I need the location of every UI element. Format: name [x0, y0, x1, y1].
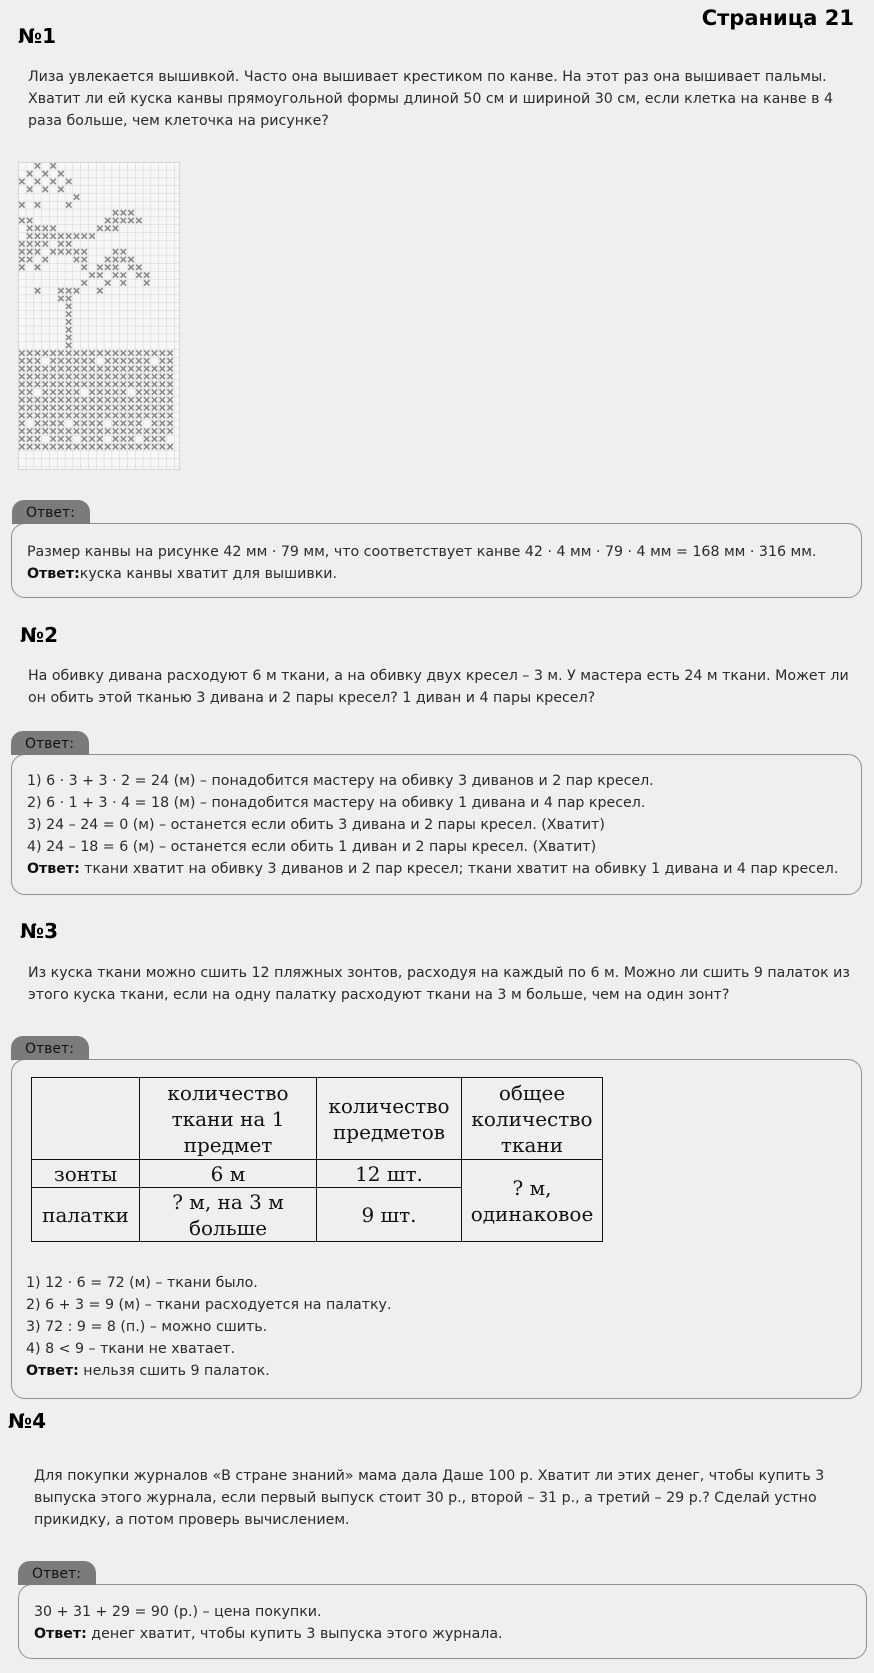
solution-step: 4) 8 < 9 – ткани не хватает. [26, 1341, 236, 1357]
answer-label: Ответ: [26, 1363, 79, 1379]
answer-4-conclusion: денег хватит, чтобы купить 3 выпуска этого журнала. [86, 1626, 503, 1642]
task-4-line: прикидку, а потом проверь вычислением. [34, 1512, 350, 1528]
task-3-text [28, 962, 850, 1006]
answer-tag: Ответ: [18, 1561, 96, 1585]
data-table [31, 1077, 603, 1242]
solution-step: 1) 6 · 3 + 3 · 2 = 24 (м) – понадобится мастеру на обивку 3 диванов и 2 пар кресел. [27, 773, 654, 789]
table-row [32, 1160, 603, 1188]
task-1-line: Хватит ли ей куска канвы прямоугольной формы длиной 50 см и шириной 30 см, если клетка на канве в 4 [28, 91, 834, 107]
task-2-text [28, 665, 849, 709]
task-2-line: он обить этой тканью 3 дивана и 2 пары кресел? 1 диван и 4 пары кресел? [28, 690, 596, 706]
task-2-number: №2 [20, 623, 58, 647]
solution-step: 1) 12 · 6 = 72 (м) – ткани было. [26, 1275, 258, 1291]
answer-box-1 [11, 523, 862, 598]
table-cell: палатки [32, 1188, 140, 1242]
answer-tag: Ответ: [11, 1036, 89, 1060]
table-cell: ? м, на 3 м больше [140, 1188, 317, 1242]
answer-box-4 [18, 1584, 867, 1659]
solution-step: 2) 6 + 3 = 9 (м) – ткани расходуется на палатку. [26, 1297, 392, 1313]
task-3-number: №3 [20, 919, 58, 943]
solution-step: 3) 24 – 24 = 0 (м) – останется если обить 3 дивана и 2 пары кресел. (Хватит) [27, 817, 605, 833]
table-header-cell: общее количество ткани [462, 1078, 603, 1160]
table-cell: 9 шт. [317, 1188, 462, 1242]
task-1-line: Лиза увлекается вышивкой. Часто она вышивает крестиком по канве. На этот раз она вышивает пальмы. [28, 69, 827, 85]
table-header-cell: количество ткани на 1 предмет [140, 1078, 317, 1160]
answer-tag: Ответ: [11, 731, 89, 755]
answer-4-conclusion-line [34, 1623, 851, 1645]
answer-label: Ответ: [27, 566, 80, 582]
task-1-text [28, 66, 833, 132]
page-title: Страница 21 [701, 6, 854, 30]
answer-3-conclusion: нельзя сшить 9 палаток. [78, 1363, 270, 1379]
solution-step: 30 + 31 + 29 = 90 (р.) – цена покупки. [34, 1604, 322, 1620]
answer-1-conclusion: куска канвы хватит для вышивки. [79, 566, 337, 582]
answer-box-2 [11, 754, 862, 895]
table-header-row [32, 1078, 603, 1160]
answer-label: Ответ: [34, 1626, 87, 1642]
task-3-solution [26, 1272, 391, 1382]
answer-tag: Ответ: [12, 500, 90, 524]
answer-2-conclusion: ткани хватит на обивку 3 диванов и 2 пар кресел; ткани хватит на обивку 1 дивана и 4 пар кресел. [79, 861, 839, 877]
task-1-number: №1 [18, 24, 56, 48]
cross-stitch-palm-pattern [18, 162, 180, 470]
task-4-number: №4 [8, 1409, 46, 1433]
solution-step: 2) 6 · 1 + 3 · 4 = 18 (м) – понадобится мастеру на обивку 1 дивана и 4 пар кресел. [27, 795, 646, 811]
task-4-line: выпуска этого журнала, если первый выпуск стоит 30 р., второй – 31 р., а третий – 29 р.? Сделай устно [34, 1490, 817, 1506]
table-cell: зонты [32, 1160, 140, 1188]
task-4-line: Для покупки журналов «В стране знаний» мама дала Даше 100 р. Хватит ли этих денег, чтобы купить 3 [34, 1468, 825, 1484]
task-2-line: На обивку дивана расходуют 6 м ткани, а на обивку двух кресел – 3 м. У мастера есть 24 м ткани. Может ли [28, 668, 849, 684]
table-cell: 6 м [140, 1160, 317, 1188]
table-cell-merged-total: ? м, одинаковое [462, 1160, 603, 1242]
table-header-cell: количество предметов [317, 1078, 462, 1160]
answer-label: Ответ: [27, 861, 80, 877]
answer-1-calculation: Размер канвы на рисунке 42 мм · 79 мм, что соответствует канве 42 · 4 мм · 79 · 4 мм = 168 мм · 316 мм. [27, 544, 817, 560]
answer-2-conclusion-line [27, 858, 846, 880]
solution-step: 3) 72 : 9 = 8 (п.) – можно сшить. [26, 1319, 268, 1335]
table-cell: 12 шт. [317, 1160, 462, 1188]
task-3-line: этого куска ткани, если на одну палатку расходуют ткани на 3 м больше, чем на один зонт? [28, 987, 730, 1003]
task-3-line: Из куска ткани можно сшить 12 пляжных зонтов, расходуя на каждый по 6 м. Можно ли сшить 9 палаток из [28, 965, 850, 981]
task-4-text [34, 1465, 824, 1531]
solution-step: 4) 24 – 18 = 6 (м) – останется если обить 1 диван и 2 пары кресел. (Хватит) [27, 839, 597, 855]
answer-1-conclusion-line [27, 563, 846, 585]
table-header-cell [32, 1078, 140, 1160]
task-1-line: раза больше, чем клеточка на рисунке? [28, 113, 329, 129]
answer-3-conclusion-line [26, 1360, 391, 1382]
